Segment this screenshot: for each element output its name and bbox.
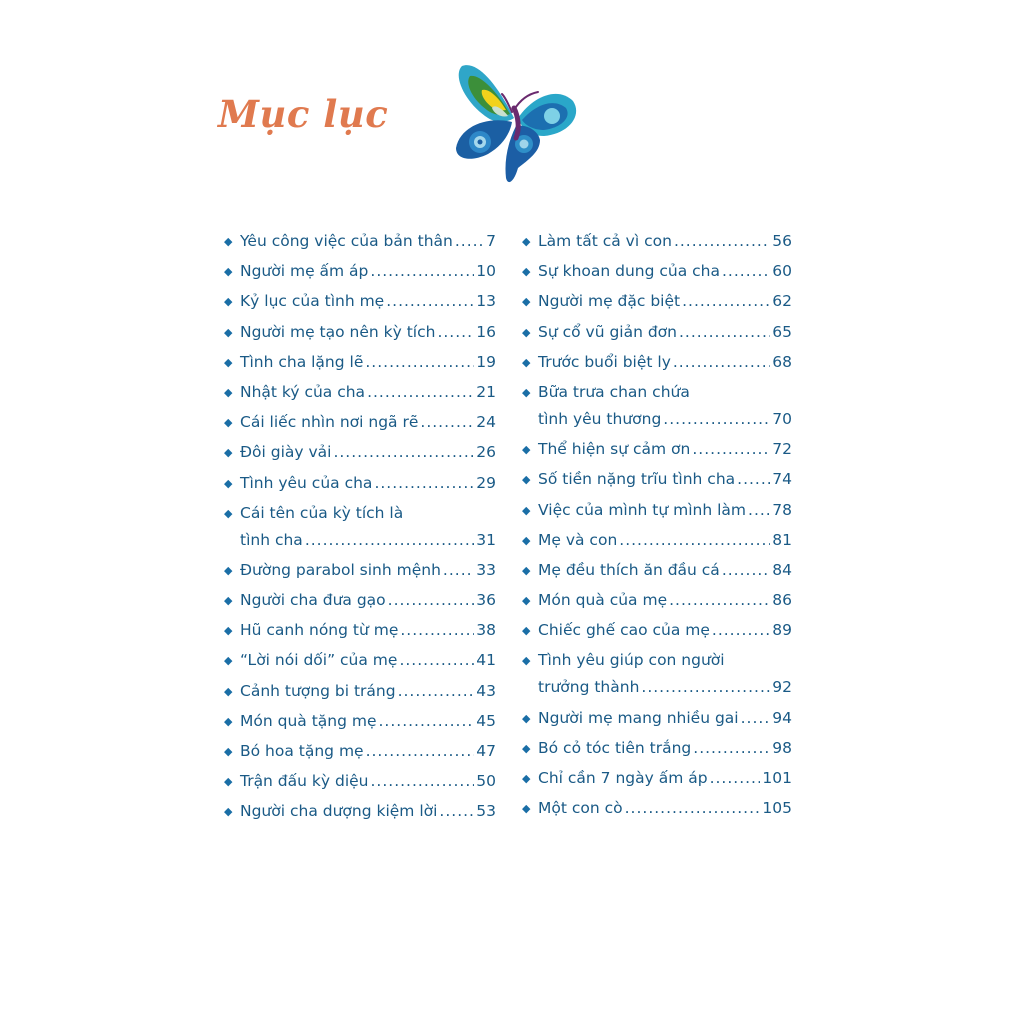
dot-leader — [641, 674, 770, 701]
toc-entry[interactable] — [520, 765, 792, 792]
diamond-bullet-icon: ◆ — [522, 235, 531, 248]
diamond-bullet-icon: ◆ — [224, 355, 233, 369]
toc-entry[interactable] — [520, 319, 792, 346]
diamond-bullet-icon: ◆ — [522, 563, 531, 577]
toc-entry-title-continued: tình yêu thương — [538, 409, 662, 428]
dot-leader — [722, 557, 770, 584]
toc-entry-page-number: 89 — [772, 621, 792, 640]
dot-leader — [741, 705, 771, 732]
toc-entry[interactable] — [222, 349, 496, 376]
dot-leader — [370, 768, 474, 795]
toc-entry-page-number: 86 — [772, 591, 792, 610]
dot-leader — [443, 557, 474, 584]
toc-entry-title: Món quà tặng mẹ — [240, 711, 377, 730]
toc-entry-title: Đôi giày vải — [240, 443, 332, 462]
toc-entry-page-number: 78 — [772, 500, 792, 519]
toc-entry-title: Sự khoan dung của cha — [538, 262, 720, 281]
diamond-bullet-icon: ◆ — [224, 805, 233, 819]
butterfly-icon — [448, 56, 584, 192]
diamond-bullet-icon: ◆ — [522, 802, 531, 816]
toc-entry-page-number: 101 — [762, 769, 792, 787]
toc-entry[interactable] — [222, 379, 496, 406]
toc-entry-title: Bữa trưa chan chứa — [538, 382, 690, 401]
toc-entry-title-continued: tình cha — [240, 530, 303, 549]
toc-entry-title: Đường parabol sinh mệnh — [240, 560, 441, 579]
toc-entry-title: Trận đấu kỳ diệu — [240, 772, 369, 791]
toc-entry-page-number: 43 — [476, 681, 496, 700]
diamond-bullet-icon: ◆ — [522, 473, 531, 487]
toc-entry-title: Yêu công việc của bản thân — [240, 232, 453, 250]
toc-entry[interactable] — [222, 738, 496, 765]
toc-entry-title: Tình yêu của cha — [240, 473, 373, 492]
toc-entry-title: Người cha dượng kiệm lời — [240, 802, 438, 821]
diamond-bullet-icon: ◆ — [522, 772, 531, 785]
toc-entry-page-number: 38 — [476, 621, 496, 640]
toc-entry-title: Chiếc ghế cao của mẹ — [538, 621, 710, 640]
toc-entry-page-number: 84 — [772, 560, 792, 579]
dot-leader — [388, 587, 475, 614]
diamond-bullet-icon: ◆ — [522, 624, 531, 638]
diamond-bullet-icon: ◆ — [224, 265, 233, 279]
toc-entry-title: Mẹ đều thích ăn đầu cá — [538, 560, 720, 579]
toc-entry-title: Người mẹ tạo nên kỳ tích — [240, 322, 436, 341]
diamond-bullet-icon: ◆ — [224, 295, 233, 309]
dot-leader — [455, 228, 484, 255]
diamond-bullet-icon: ◆ — [522, 711, 531, 725]
toc-entry-page-number: 92 — [772, 678, 792, 697]
toc-entry-page-number: 74 — [772, 470, 792, 489]
diamond-bullet-icon: ◆ — [224, 446, 233, 460]
toc-entry[interactable] — [222, 647, 496, 674]
toc-entry-page-number: 53 — [476, 802, 496, 821]
dot-leader — [386, 288, 474, 315]
toc-entry[interactable] — [520, 795, 792, 822]
dot-leader — [673, 349, 770, 376]
dot-leader — [437, 319, 474, 346]
toc-entry-page-number: 45 — [476, 711, 496, 730]
toc-entry[interactable] — [222, 439, 496, 466]
toc-entry-page-number: 56 — [772, 232, 792, 250]
diamond-bullet-icon: ◆ — [224, 235, 233, 248]
diamond-bullet-icon: ◆ — [522, 385, 531, 399]
toc-entry[interactable] — [520, 735, 792, 762]
diamond-bullet-icon: ◆ — [522, 594, 531, 608]
toc-entry-title: Bó cỏ tóc tiên trắng — [538, 738, 692, 757]
diamond-bullet-icon: ◆ — [224, 416, 233, 430]
diamond-bullet-icon: ◆ — [522, 265, 531, 279]
toc-entry-page-number: 65 — [772, 322, 792, 341]
toc-entry-page-number: 7 — [486, 232, 496, 250]
toc-entry-title-continued: trưởng thành — [538, 678, 640, 697]
toc-entry[interactable] — [222, 617, 496, 644]
toc-entry-title: Nhật ký của cha — [240, 382, 366, 401]
toc-entry-page-number: 72 — [772, 440, 792, 459]
toc-entry[interactable] — [222, 288, 496, 315]
dot-leader — [305, 527, 474, 554]
toc-entry[interactable] — [222, 768, 496, 795]
toc-entry[interactable] — [222, 500, 496, 554]
toc-entry-page-number: 105 — [762, 799, 792, 818]
toc-entry[interactable] — [520, 228, 792, 255]
toc-entry-title: Người cha đưa gạo — [240, 591, 386, 610]
toc-entry-page-number: 60 — [772, 262, 792, 281]
diamond-bullet-icon: ◆ — [224, 506, 233, 520]
dot-leader — [399, 647, 474, 674]
toc-entry-title: Tình yêu giúp con người — [538, 651, 725, 670]
diamond-bullet-icon: ◆ — [522, 443, 531, 457]
dot-leader — [679, 319, 770, 346]
dot-leader — [370, 258, 474, 285]
dot-leader — [737, 466, 770, 493]
toc-entry[interactable] — [520, 527, 792, 554]
toc-entry-title: Người mẹ ấm áp — [240, 262, 369, 281]
toc-entry-page-number: 50 — [476, 772, 496, 791]
toc-entry[interactable] — [520, 497, 792, 524]
diamond-bullet-icon: ◆ — [522, 355, 531, 369]
toc-entry-page-number: 21 — [476, 382, 496, 401]
toc-entry-page-number: 68 — [772, 352, 792, 371]
dot-leader — [365, 349, 474, 376]
toc-entry-title: “Lời nói dối” của mẹ — [240, 651, 398, 670]
diamond-bullet-icon: ◆ — [522, 741, 531, 755]
toc-entry-title: Tình cha lặng lẽ — [240, 352, 364, 371]
toc-entry-page-number: 24 — [476, 413, 496, 432]
dot-leader — [366, 738, 475, 765]
dot-leader — [374, 470, 474, 497]
toc-entry-title: Người mẹ mang nhiều gai — [538, 708, 739, 727]
toc-entry-page-number: 26 — [476, 443, 496, 462]
toc-entry[interactable] — [520, 647, 792, 701]
toc-left-column — [222, 228, 496, 829]
toc-entry[interactable] — [520, 258, 792, 285]
toc-entry-page-number: 19 — [476, 352, 496, 371]
dot-leader — [710, 765, 761, 792]
toc-entry[interactable] — [222, 409, 496, 436]
toc-entry[interactable] — [222, 798, 496, 825]
dot-leader — [367, 379, 474, 406]
diamond-bullet-icon: ◆ — [224, 745, 233, 758]
toc-entry-title: Mẹ và con — [538, 530, 618, 549]
dot-leader — [439, 798, 474, 825]
dot-leader — [748, 497, 770, 524]
dot-leader — [712, 617, 770, 644]
toc-entry-title: Thể hiện sự cảm ơn — [538, 440, 691, 459]
dot-leader — [400, 617, 474, 644]
diamond-bullet-icon: ◆ — [224, 563, 233, 577]
toc-entry-page-number: 41 — [476, 651, 496, 670]
toc-entry-page-number: 31 — [476, 530, 496, 549]
diamond-bullet-icon: ◆ — [224, 684, 233, 698]
toc-entry[interactable] — [222, 708, 496, 735]
toc-entry[interactable] — [222, 258, 496, 285]
toc-entry-page-number: 10 — [476, 262, 496, 281]
toc-entry[interactable] — [222, 557, 496, 584]
toc-entry-page-number: 16 — [476, 322, 496, 341]
toc-entry[interactable] — [520, 288, 792, 315]
dot-leader — [333, 439, 474, 466]
toc-entry[interactable] — [520, 436, 792, 463]
dot-leader — [722, 258, 770, 285]
toc-right-column — [520, 228, 792, 825]
toc-entry[interactable] — [520, 466, 792, 493]
diamond-bullet-icon: ◆ — [224, 476, 233, 490]
diamond-bullet-icon: ◆ — [522, 654, 531, 668]
toc-entry-title: Số tiền nặng trĩu tình cha — [538, 470, 736, 489]
diamond-bullet-icon: ◆ — [224, 325, 233, 339]
toc-entry-page-number: 47 — [476, 742, 496, 760]
dot-leader — [663, 406, 770, 433]
dot-leader — [379, 708, 475, 735]
dot-leader — [682, 288, 770, 315]
toc-entry-title: Trước buổi biệt ly — [538, 352, 671, 371]
toc-entry-page-number: 81 — [772, 530, 792, 549]
dot-leader — [625, 795, 761, 822]
diamond-bullet-icon: ◆ — [224, 594, 233, 608]
toc-entry[interactable] — [520, 557, 792, 584]
toc-entry-page-number: 98 — [772, 738, 792, 757]
toc-entry-title: Hũ canh nóng từ mẹ — [240, 621, 399, 640]
toc-entry-page-number: 70 — [772, 409, 792, 428]
diamond-bullet-icon: ◆ — [224, 775, 233, 789]
dot-leader — [420, 409, 474, 436]
toc-entry-title: Món quà của mẹ — [538, 591, 668, 610]
toc-entry-title: Bó hoa tặng mẹ — [240, 742, 364, 760]
toc-entry-title: Người mẹ đặc biệt — [538, 292, 681, 311]
toc-entry-title: Làm tất cả vì con — [538, 232, 672, 250]
toc-entry-title: Kỷ lục của tình mẹ — [240, 292, 385, 311]
dot-leader — [619, 527, 770, 554]
diamond-bullet-icon: ◆ — [522, 503, 531, 517]
dot-leader — [398, 678, 475, 705]
toc-entry-page-number: 62 — [772, 292, 792, 311]
toc-entry-page-number: 33 — [476, 560, 496, 579]
toc-entry-title: Cái tên của kỳ tích là — [240, 503, 404, 522]
toc-entry-title: Sự cổ vũ giản đơn — [538, 322, 677, 341]
toc-entry-title: Cảnh tượng bi tráng — [240, 681, 396, 700]
toc-entry[interactable] — [222, 678, 496, 705]
toc-entry-page-number: 13 — [476, 292, 496, 311]
diamond-bullet-icon: ◆ — [224, 624, 233, 638]
toc-entry[interactable] — [222, 319, 496, 346]
diamond-bullet-icon: ◆ — [522, 295, 531, 309]
toc-entry[interactable] — [222, 228, 496, 255]
dot-leader — [692, 436, 770, 463]
toc-entry-title: Việc của mình tự mình làm — [538, 500, 747, 519]
toc-entry-title: Cái liếc nhìn nơi ngã rẽ — [240, 413, 419, 432]
toc-entry[interactable] — [222, 587, 496, 614]
dot-leader — [669, 587, 770, 614]
toc-entry[interactable] — [222, 470, 496, 497]
toc-entry-page-number: 29 — [476, 473, 496, 492]
toc-entry[interactable] — [520, 705, 792, 732]
diamond-bullet-icon: ◆ — [522, 533, 531, 547]
toc-entry[interactable] — [520, 349, 792, 376]
diamond-bullet-icon: ◆ — [224, 654, 233, 668]
dot-leader — [693, 735, 770, 762]
toc-entry[interactable] — [520, 587, 792, 614]
toc-entry-page-number: 94 — [772, 708, 792, 727]
page-title: Mục lục — [218, 92, 389, 136]
toc-entry[interactable] — [520, 379, 792, 433]
diamond-bullet-icon: ◆ — [522, 325, 531, 339]
dot-leader — [674, 228, 770, 255]
diamond-bullet-icon: ◆ — [224, 714, 233, 728]
toc-entry-title: Một con cò — [538, 799, 623, 818]
toc-entry-title: Chỉ cần 7 ngày ấm áp — [538, 769, 708, 787]
toc-entry-page-number: 36 — [476, 591, 496, 610]
toc-entry[interactable] — [520, 617, 792, 644]
diamond-bullet-icon: ◆ — [224, 385, 233, 399]
